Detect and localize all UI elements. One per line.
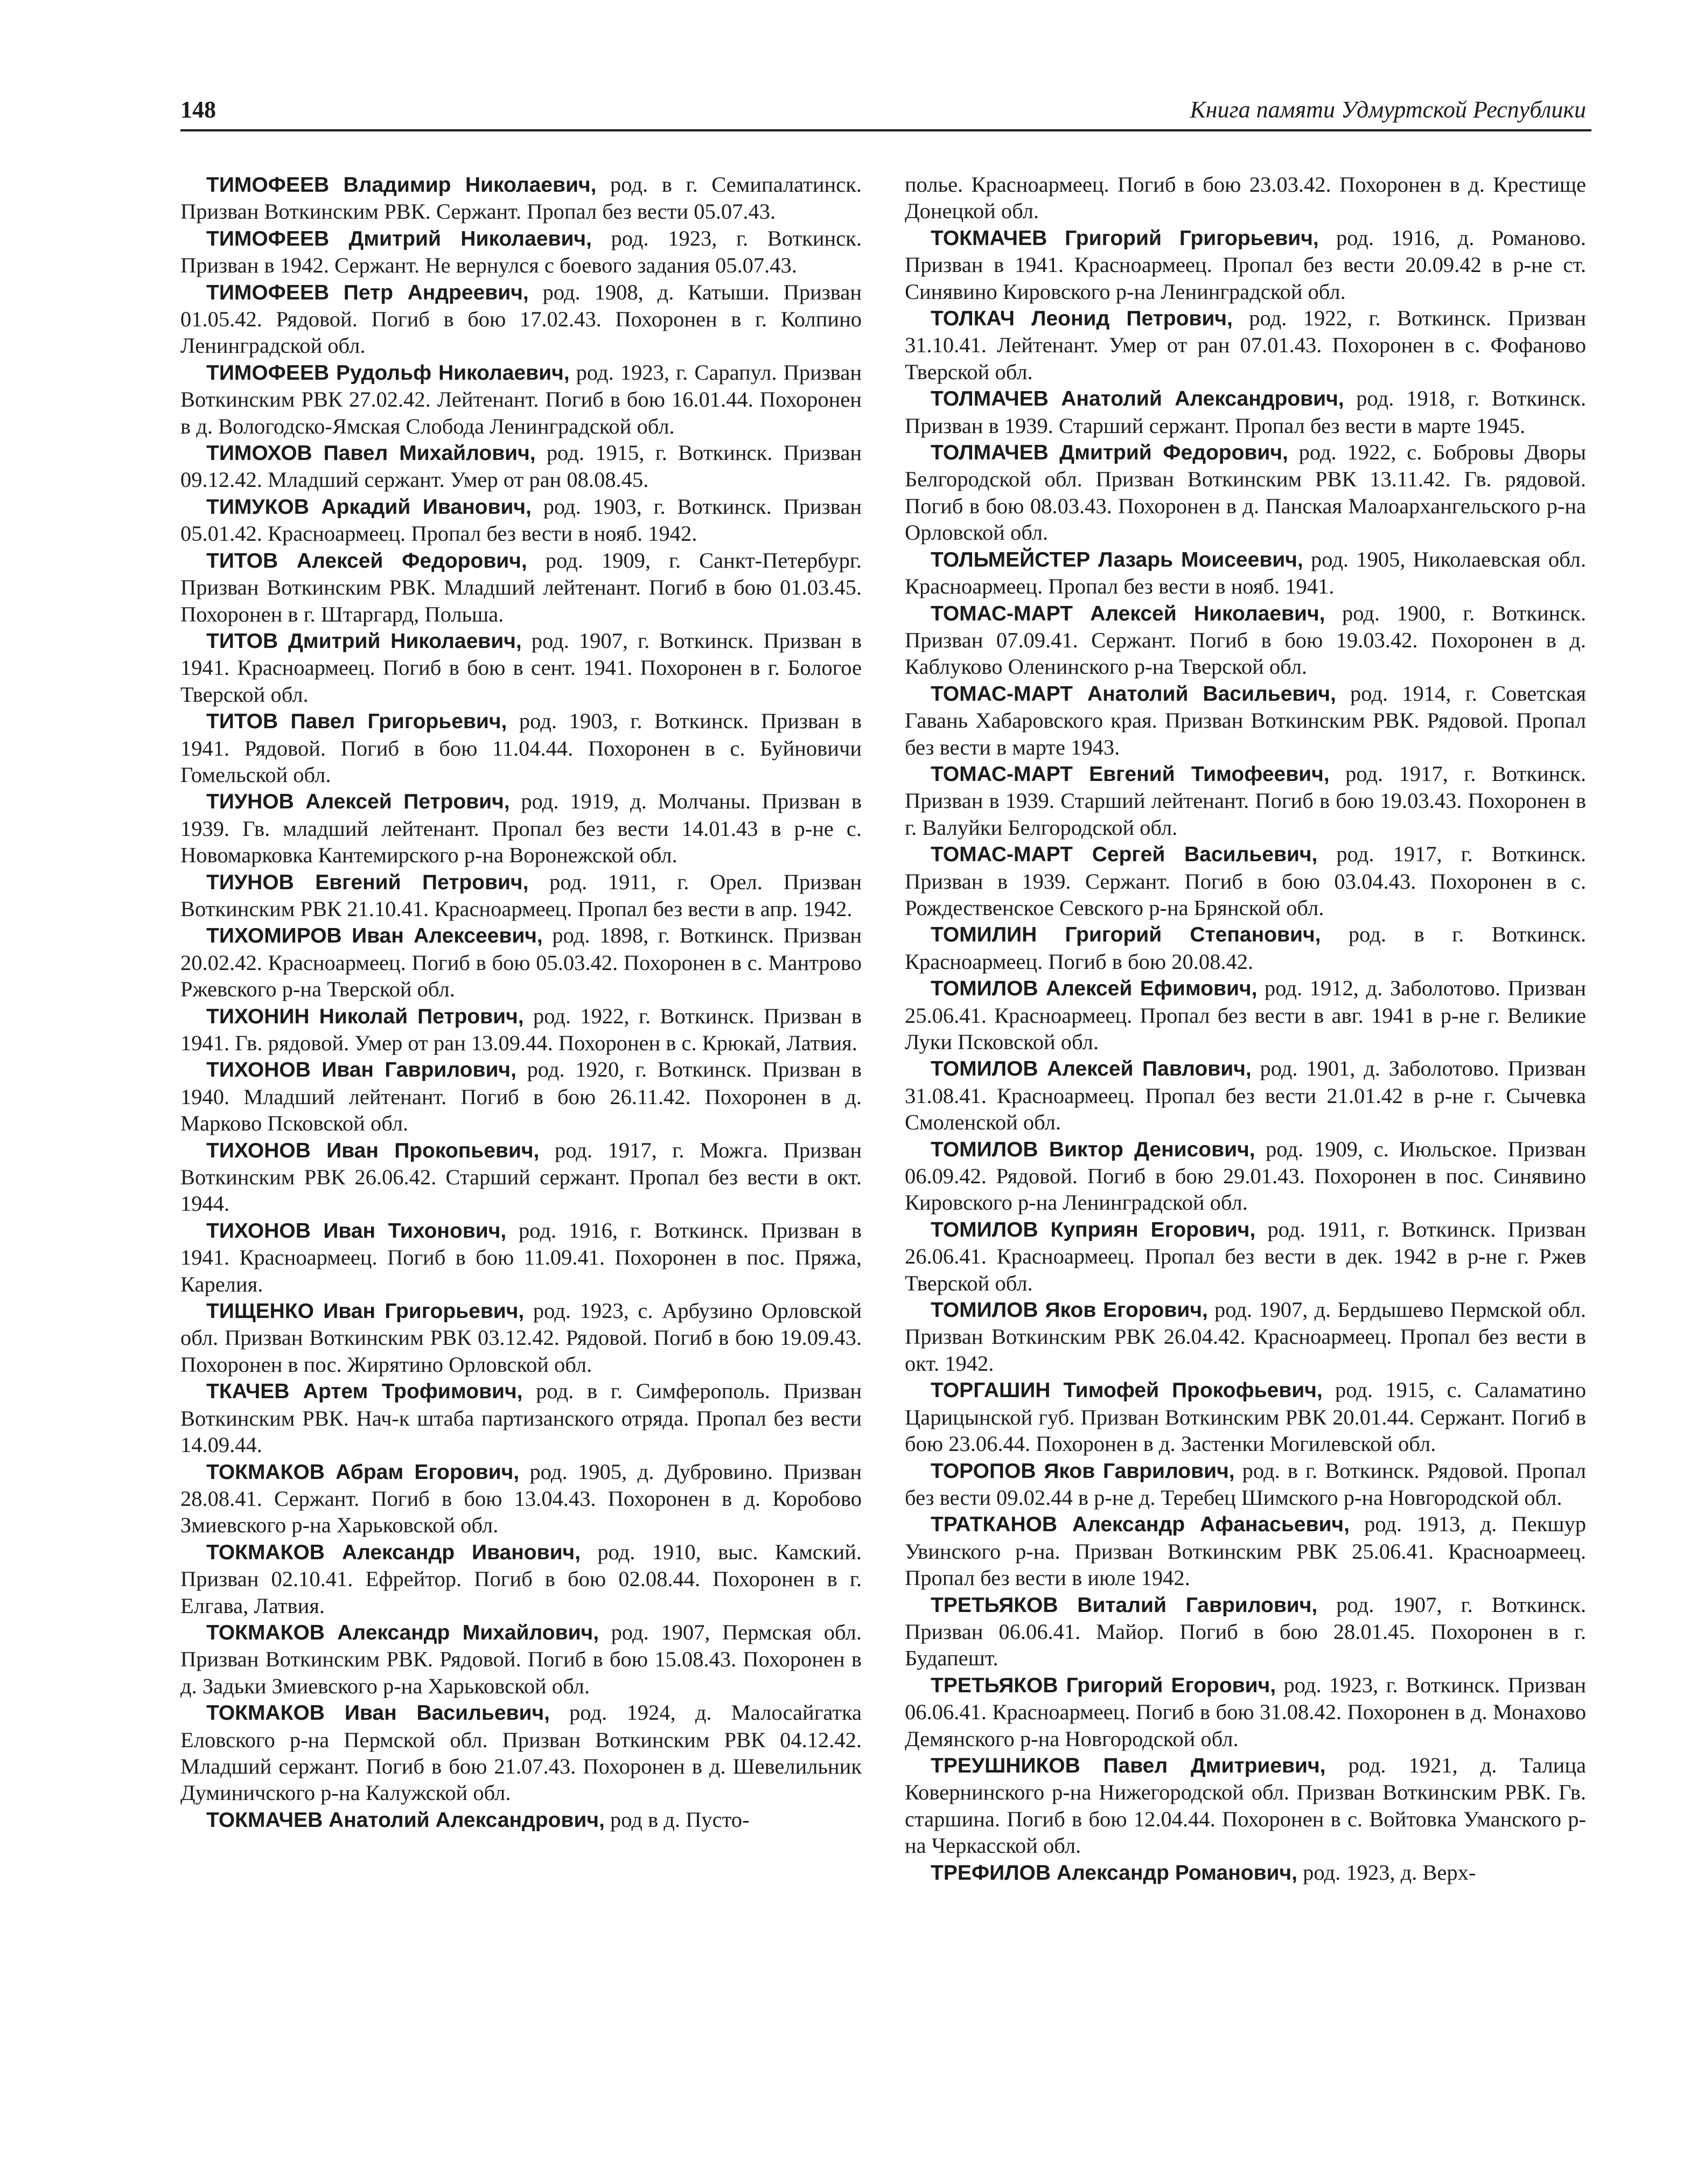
page-header <box>180 92 1591 131</box>
register-entry <box>905 975 1586 1055</box>
entry-text: род. 1923, г. Воткинск. Призван в 1942. Сержант. Не вернулся с боевого задания 05.07.43. <box>180 226 862 278</box>
entry-name: ТОКМАКОВ Абрам Егорович, <box>206 1460 520 1484</box>
register-entry <box>180 1539 862 1619</box>
entry-name: ТОМАС-МАРТ Алексей Николаевич, <box>931 602 1325 625</box>
entry-text: род. 1907, г. Воткинск. Призван 06.06.41. Майор. Погиб в бою 28.01.45. Похоронен в г. Будапешт. <box>905 1592 1586 1671</box>
entry-text: род. 1923, г. Воткинск. Призван 06.06.41. Красноармеец. Погиб в бою 31.08.42. Похоронен в д. Монахово Демянского р-на Новгородской обл. <box>905 1672 1587 1751</box>
register-entry <box>180 493 862 547</box>
register-entry <box>180 1619 862 1699</box>
entry-name: ТОМАС-МАРТ Анатолий Васильевич, <box>931 682 1336 706</box>
entry-text: род. 1922, г. Воткинск. Призван 31.10.41. Лейтенант. Умер от ран 07.01.43. Похоронен в с. Фофаново Тверской обл. <box>905 306 1587 384</box>
entry-text: род. 1905, Николаевская обл. Красноармеец. Пропал без вести в нояб. 1941. <box>905 547 1586 599</box>
entry-text: род. 1901, д. Заболотово. Призван 31.08.41. Красноармеец. Пропал без вести 21.01.42 в р-не г. Сычевка Смоленской обл. <box>905 1056 1586 1135</box>
entry-name: ТОМИЛОВ Куприян Егорович, <box>931 1218 1256 1241</box>
entry-text: род. 1907, Пермская обл. Призван Воткинским РВК. Рядовой. Погиб в бою 15.08.43. Похоронен в д. Задьки Змиевского р-на Харьковской обл. <box>180 1620 862 1698</box>
entry-text: род. 1917, г. Воткинск. Призван в 1939. Старший лейтенант. Погиб в бою 19.03.43. Похоронен в г. Валуйки Белгородской обл. <box>905 761 1586 840</box>
register-entry <box>905 1457 1586 1511</box>
entry-text: род. 1913, д. Пекшур Увинского р-на. Призван Воткинским РВК 25.06.41. Красноармеец. Пропал без вести в июле 1942. <box>905 1512 1586 1590</box>
entry-name: ТОМИЛИН Григорий Степанович, <box>931 923 1321 947</box>
entry-text: род. в г. Семипалатинск. Призван Воткинским РВК. Сержант. Пропал без вести 05.07.43. <box>180 172 862 224</box>
register-entry <box>905 600 1586 680</box>
register-entry <box>905 305 1586 385</box>
page-number: 148 <box>180 96 216 123</box>
register-entry <box>905 385 1586 439</box>
entry-text: род. 1915, г. Воткинск. Призван 09.12.42. Младший сержант. Умер от ран 08.08.45. <box>180 441 862 492</box>
entry-text: род. 1917, г. Можга. Призван Воткинским РВК 26.06.42. Старший сержант. Пропал без вести в окт. 1944. <box>180 1138 862 1216</box>
register-entry <box>905 439 1586 546</box>
entry-text: род в д. Пусто- <box>604 1807 750 1832</box>
entry-name: ТИЩЕНКО Иван Григорьевич, <box>206 1300 525 1323</box>
entry-text: род. 1916, д. Романово. Призван в 1941. Красноармеец. Пропал без вести 20.09.42 в р-не ст. Синявино Кировского р-на Ленинградской обл. <box>905 225 1587 304</box>
register-entry <box>905 1859 1586 1886</box>
register-entry <box>905 1377 1586 1457</box>
entry-name: ТРАТКАНОВ Александр Афанасьевич, <box>931 1513 1350 1537</box>
register-entry <box>180 547 862 627</box>
register-entry <box>905 1055 1586 1135</box>
register-entry <box>905 1511 1586 1591</box>
entry-text: полье. Красноармеец. Погиб в бою 23.03.42. Похоронен в д. Крестище Донецкой обл. <box>905 172 1586 224</box>
entry-text: род. 1924, д. Малосайгатка Еловского р-на Пермской обл. Призван Воткинским РВК 04.12.42. Младший сержант. Погиб в бою 21.07.43. Похоронен в д. Шевелильник Думиничского р-на Калужской обл. <box>180 1700 862 1805</box>
entry-text: род. 1908, д. Катыши. Призван 01.05.42. Рядовой. Погиб в бою 17.02.43. Похоронен в г. Колпино Ленинградской обл. <box>180 280 862 358</box>
entry-name: ТИМОФЕЕВ Владимир Николаевич, <box>206 173 597 197</box>
entry-text: род. в г. Симферополь. Призван Воткинским РВК. Нач-к штаба партизанского отряда. Пропал без вести 14.09.44. <box>180 1379 862 1457</box>
register-entry <box>905 760 1586 841</box>
entry-name: ТИМУКОВ Аркадий Иванович, <box>206 495 532 519</box>
entry-name: ТОКМАЧЕВ Анатолий Александрович, <box>206 1808 605 1832</box>
register-entry <box>905 1672 1586 1752</box>
entry-name: ТОКМАЧЕВ Григорий Григорьевич, <box>931 226 1319 250</box>
entry-name: ТИТОВ Павел Григорьевич, <box>206 710 507 734</box>
left-column <box>180 171 862 1833</box>
register-entry <box>180 359 862 439</box>
entry-text: род. 1920, г. Воткинск. Призван в 1940. Младший лейтенант. Погиб в бою 26.11.42. Похоронен в д. Марково Псковской обл. <box>180 1057 862 1136</box>
entry-text: род. 1903, г. Воткинск. Призван 05.01.42. Красноармеец. Пропал без вести в нояб. 1942. <box>180 494 862 546</box>
entry-text: род. 1909, г. Санкт-Петербург. Призван Воткинским РВК. Младший лейтенант. Погиб в бою 01.03.45. Похоронен в г. Штаргард, Польша. <box>180 548 862 626</box>
entry-name: ТРЕУШНИКОВ Павел Дмитриевич, <box>931 1754 1326 1777</box>
register-entry <box>180 1459 862 1539</box>
entry-text: род. в г. Воткинск. Красноармеец. Погиб в бою 20.08.42. <box>905 922 1586 974</box>
entry-text: род. в г. Воткинск. Рядовой. Пропал без вести 09.02.44 в р-не д. Теребец Шимского р-на Новгородской обл. <box>905 1458 1586 1510</box>
entry-text: род. 1898, г. Воткинск. Призван 20.02.42. Красноармеец. Погиб в бою 05.03.42. Похоронен в с. Мантрово Ржевского р-на Тверской обл. <box>180 923 862 1002</box>
register-entry <box>180 1056 862 1136</box>
entry-text: род. 1910, выс. Камский. Призван 02.10.41. Ефрейтор. Погиб в бою 02.08.44. Похоронен в г. Елгава, Латвия. <box>180 1539 862 1618</box>
entry-text: род. 1900, г. Воткинск. Призван 07.09.41. Сержант. Погиб в бою 19.03.42. Похоронен в д. Каблуково Оленинского р-на Тверской обл. <box>905 601 1586 679</box>
register-entry <box>905 1296 1586 1377</box>
register-entry <box>180 922 862 1002</box>
entry-name: ТРЕТЬЯКОВ Виталий Гаврилович, <box>931 1593 1318 1617</box>
entry-name: ТОРГАШИН Тимофей Прокофьевич, <box>931 1379 1323 1402</box>
register-entry <box>905 841 1586 921</box>
register-entry <box>180 279 862 359</box>
entry-text: род. 1922, с. Бобровы Дворы Белгородской обл. Призван Воткинским РВК 13.11.42. Гв. рядовой. Погиб в бою 08.03.43. Похоронен в д. Панская Малоархангельского р-на Орловской обл. <box>905 440 1587 545</box>
entry-text: род. 1923, д. Верх- <box>1297 1860 1476 1885</box>
entry-text: род. 1907, г. Воткинск. Призван в 1941. Красноармеец. Погиб в бою в сент. 1941. Похоронен в г. Бологое Тверской обл. <box>180 628 862 707</box>
register-entry <box>180 788 862 868</box>
entry-name: ТОРОПОВ Яков Гаврилович, <box>931 1459 1235 1483</box>
entry-text: род. 1914, г. Советская Гавань Хабаровского края. Призван Воткинским РВК. Рядовой. Пропал без вести в марте 1943. <box>905 681 1586 759</box>
entry-text: род. 1917, г. Воткинск. Призван в 1939. Сержант. Погиб в бою 03.04.43. Похоронен в с. Рождественское Севского р-на Брянской обл. <box>905 842 1587 920</box>
register-entry <box>905 921 1586 975</box>
entry-name: ТКАЧЕВ Артем Трофимович, <box>206 1380 523 1404</box>
entry-text: род. 1912, д. Заболотово. Призван 25.06.41. Красноармеец. Пропал без вести в авг. 1941 в р-не г. Великие Луки Псковской обл. <box>905 976 1587 1054</box>
entry-text: род. 1911, г. Орел. Призван Воткинским РВК 21.10.41. Красноармеец. Пропал без вести в апр. 1942. <box>180 869 862 921</box>
entry-text: род. 1907, д. Бердышево Пермской обл. Призван Воткинским РВК 26.04.42. Красноармеец. Пропал без вести в окт. 1942. <box>905 1297 1586 1376</box>
entry-text: род. 1918, г. Воткинск. Призван в 1939. Старший сержант. Пропал без вести в марте 1945. <box>905 386 1586 438</box>
entry-text: род. 1916, г. Воткинск. Призван в 1941. Красноармеец. Погиб в бою 11.09.41. Похоронен в пос. Пряжа, Карелия. <box>180 1218 862 1296</box>
entry-name: ТОМИЛОВ Алексей Ефимович, <box>931 977 1258 1001</box>
register-entry <box>180 1699 862 1806</box>
register-entry <box>180 627 862 708</box>
entry-text: род. 1923, с. Арбузино Орловской обл. Призван Воткинским РВК 03.12.42. Рядовой. Погиб в бою 19.09.43. Похоронен в пос. Жирятино Орловской обл. <box>180 1299 862 1377</box>
entry-name: ТИУНОВ Алексей Петрович, <box>206 790 510 814</box>
register-entry <box>905 546 1586 600</box>
entry-name: ТОМАС-МАРТ Евгений Тимофеевич, <box>931 762 1330 786</box>
entry-name: ТОМИЛОВ Виктор Денисович, <box>931 1138 1255 1161</box>
entry-name: ТИХОНИН Николай Петрович, <box>206 1004 524 1028</box>
entry-name: ТИМОФЕЕВ Дмитрий Николаевич, <box>206 227 592 250</box>
register-entry <box>180 1137 862 1217</box>
register-entry <box>905 225 1586 305</box>
register-entry <box>180 1378 862 1458</box>
register-entry <box>180 1806 862 1833</box>
entry-name: ТИТОВ Дмитрий Николаевич, <box>206 629 522 653</box>
register-entry <box>180 439 862 493</box>
entry-name: ТИУНОВ Евгений Петрович, <box>206 870 529 894</box>
entry-name: ТИМОХОВ Павел Михайлович, <box>206 442 536 465</box>
entry-name: ТОМИЛОВ Алексей Павлович, <box>931 1057 1252 1081</box>
entry-name: ТИХОМИРОВ Иван Алексеевич, <box>206 924 543 948</box>
entry-name: ТОМАС-МАРТ Сергей Васильевич, <box>931 843 1318 867</box>
entry-name: ТИХОНОВ Иван Прокопьевич, <box>206 1139 540 1162</box>
register-entry <box>180 1217 862 1297</box>
entry-name: ТОЛМАЧЕВ Анатолий Александрович, <box>931 387 1344 411</box>
entry-name: ТРЕФИЛОВ Александр Романович, <box>931 1861 1297 1885</box>
entry-name: ТОЛЬМЕЙСТЕР Лазарь Моисеевич, <box>931 548 1303 571</box>
entry-name: ТОМИЛОВ Яков Егорович, <box>931 1299 1208 1322</box>
entry-name: ТИМОФЕЕВ Рудольф Николаевич, <box>206 361 570 385</box>
register-entry <box>905 171 1586 225</box>
register-entry <box>180 225 862 279</box>
entry-name: ТОКМАКОВ Александр Иванович, <box>206 1540 581 1564</box>
entry-text: род. 1922, г. Воткинск. Призван в 1941. Гв. рядовой. Умер от ран 13.09.44. Похоронен в с. Крюкай, Латвия. <box>180 1003 862 1055</box>
register-entry <box>905 1216 1586 1296</box>
entry-name: ТОЛКАЧ Леонид Петрович, <box>931 307 1233 331</box>
register-entry <box>180 1003 862 1057</box>
entry-name: ТОЛМАЧЕВ Дмитрий Федорович, <box>931 441 1288 465</box>
entry-text: род. 1919, д. Молчаны. Призван в 1939. Гв. младший лейтенант. Пропал без вести 14.01.43 в р-не с. Новомарковка Кантемирского р-на Воронежской обл. <box>180 789 862 868</box>
register-entry <box>905 1592 1586 1672</box>
entry-text: род. 1905, д. Дубровино. Призван 28.08.41. Сержант. Погиб в бою 13.04.43. Похоронен в д. Коробово Змиевского р-на Харьковской обл. <box>180 1459 862 1538</box>
entry-text: род. 1903, г. Воткинск. Призван в 1941. Рядовой. Погиб в бою 11.04.44. Похоронен в с. Буйновичи Гомельской обл. <box>180 709 862 787</box>
entry-text: род. 1921, д. Талица Ковернинского р-на Нижегородской обл. Призван Воткинским РВК. Гв. старшина. Погиб в бою 12.04.44. Похоронен в с. Войтовка Уманского р-на Черкасской обл. <box>905 1753 1586 1858</box>
book-title: Книга памяти Удмуртской Республики <box>1190 96 1586 123</box>
register-entry <box>180 1297 862 1378</box>
register-entry <box>180 171 862 225</box>
entry-text: род. 1915, с. Саламатино Царицынской губ. Призван Воткинским РВК 20.01.44. Сержант. Погиб в бою 23.06.44. Похоронен в д. Застенки Могилевской обл. <box>905 1378 1586 1456</box>
entry-name: ТОКМАКОВ Иван Васильевич, <box>206 1701 550 1725</box>
register-entry <box>905 1752 1586 1859</box>
entry-name: ТИХОНОВ Иван Гаврилович, <box>206 1058 516 1082</box>
entry-text: род. 1923, г. Сарапул. Призван Воткинским РВК 27.02.42. Лейтенант. Погиб в бою 16.01.44. Похоронен в д. Вологодско-Ямская Слобода Ленинградской обл. <box>180 360 862 438</box>
register-entry <box>905 680 1586 760</box>
entry-name: ТОКМАКОВ Александр Михайлович, <box>206 1621 599 1644</box>
entry-name: ТИТОВ Алексей Федорович, <box>206 549 527 573</box>
entry-text: род. 1909, с. Июльское. Призван 06.09.42. Рядовой. Погиб в бою 29.01.43. Похоронен в пос. Синявино Кировского р-на Ленинградской обл. <box>905 1136 1586 1215</box>
entry-name: ТИХОНОВ Иван Тихонович, <box>206 1219 507 1243</box>
entry-name: ТИМОФЕЕВ Петр Андреевич, <box>206 281 529 304</box>
register-entry <box>180 869 862 923</box>
right-column <box>905 171 1586 1886</box>
entry-name: ТРЕТЬЯКОВ Григорий Егорович, <box>931 1673 1276 1697</box>
register-entry <box>905 1136 1586 1216</box>
register-entry <box>180 708 862 788</box>
entry-text: род. 1911, г. Воткинск. Призван 26.06.41. Красноармеец. Пропал без вести в дек. 1942 в р-не г. Ржев Тверской обл. <box>905 1217 1586 1295</box>
